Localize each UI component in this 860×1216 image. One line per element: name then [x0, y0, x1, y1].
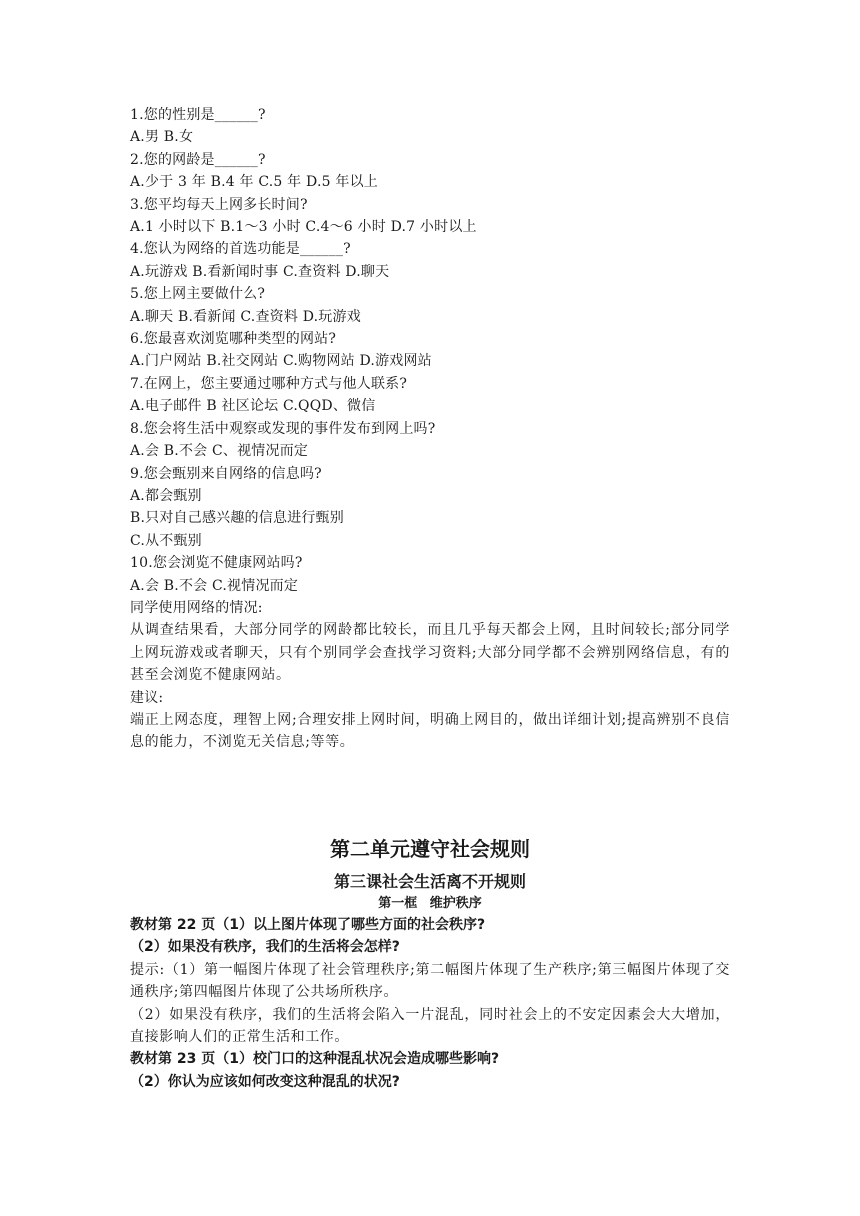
unit-title: 第二单元遵守社会规则 — [330, 837, 530, 861]
unit-section — [130, 834, 730, 1093]
survey-line: 3.您平均每天上网多长时间? — [130, 196, 308, 213]
question-heading: （2）如果没有秩序，我们的生活将会怎样? — [130, 939, 400, 956]
frame-title: 第一框 维护秩序 — [378, 896, 482, 911]
question-heading: 教材第 23 页（1）校门口的这种混乱状况会造成哪些影响? — [130, 1051, 500, 1068]
survey-findings: 从调查结果看，大部分同学的网龄都比较长，而且几乎每天都会上网，且时间较长;部分同学上网玩游戏或者聊天，只有个别同学会查找学习资料;大部分同学都不会辨别网络信息，有的甚至会浏览不健康网站。 — [130, 622, 730, 684]
question-heading: （2）你认为应该如何改变这种混乱的状况? — [130, 1073, 400, 1090]
survey-line: 7.在网上，您主要通过哪种方式与他人联系? — [130, 375, 408, 392]
survey-line: C.从不甄别 — [130, 532, 202, 549]
survey-line: A.玩游戏 B.看新闻时事 C.查资料 D.聊天 — [130, 263, 390, 280]
survey-line: A.门户网站 B.社交网站 C.购物网站 D.游戏网站 — [130, 353, 432, 370]
survey-line: A.聊天 B.看新闻 C.查资料 D.玩游戏 — [130, 308, 361, 325]
answer-paragraph: 提示:（1）第一幅图片体现了社会管理秩序;第二幅图片体现了生产秩序;第三幅图片体现了交通秩序;第四幅图片体现了公共场所秩序。 — [130, 961, 730, 1001]
survey-line: 4.您认为网络的首选功能是______? — [130, 241, 351, 258]
survey-line: A.男 B.女 — [130, 129, 194, 146]
survey-line: A.电子邮件 B 社区论坛 C.QQD、微信 — [130, 398, 376, 415]
survey-line: 10.您会浏览不健康网站吗? — [130, 555, 303, 572]
survey-line: A.少于 3 年 B.4 年 C.5 年 D.5 年以上 — [130, 174, 378, 191]
survey-line: 2.您的网龄是______? — [130, 151, 266, 168]
survey-line: 同学使用网络的情况: — [130, 599, 263, 616]
answer-paragraph: （2）如果没有秩序，我们的生活将会陷入一片混乱，同时社会上的不安定因素会大大增加，直接影响人们的正常生活和工作。 — [130, 1006, 730, 1046]
survey-section — [130, 104, 730, 754]
survey-line: 6.您最喜欢浏览哪种类型的网站? — [130, 331, 337, 348]
question-heading: 教材第 22 页（1）以上图片体现了哪些方面的社会秩序? — [130, 917, 486, 933]
survey-line: 5.您上网主要做什么? — [130, 286, 266, 303]
survey-line: A.1 小时以下 B.1～3 小时 C.4～6 小时 D.7 小时以上 — [130, 219, 477, 236]
survey-line: B.只对自己感兴趣的信息进行甄别 — [130, 510, 344, 527]
survey-line: A.都会甄别 — [130, 487, 202, 504]
survey-line: 8.您会将生活中观察或发现的事件发布到网上吗? — [130, 420, 436, 437]
advice-label: 建议: — [130, 689, 164, 706]
survey-line: 1.您的性别是______? — [130, 107, 266, 123]
survey-line: A.会 B.不会 C、视情况而定 — [130, 443, 309, 460]
survey-advice: 端正上网态度，理智上网;合理安排上网时间，明确上网目的，做出详细计划;提高辨别不良信息的能力，不浏览无关信息;等等。 — [130, 711, 730, 751]
survey-line: A.会 B.不会 C.视情况而定 — [130, 577, 299, 594]
lesson-title: 第三课社会生活离不开规则 — [333, 872, 526, 891]
survey-line: 9.您会甄别来自网络的信息吗? — [130, 465, 322, 482]
